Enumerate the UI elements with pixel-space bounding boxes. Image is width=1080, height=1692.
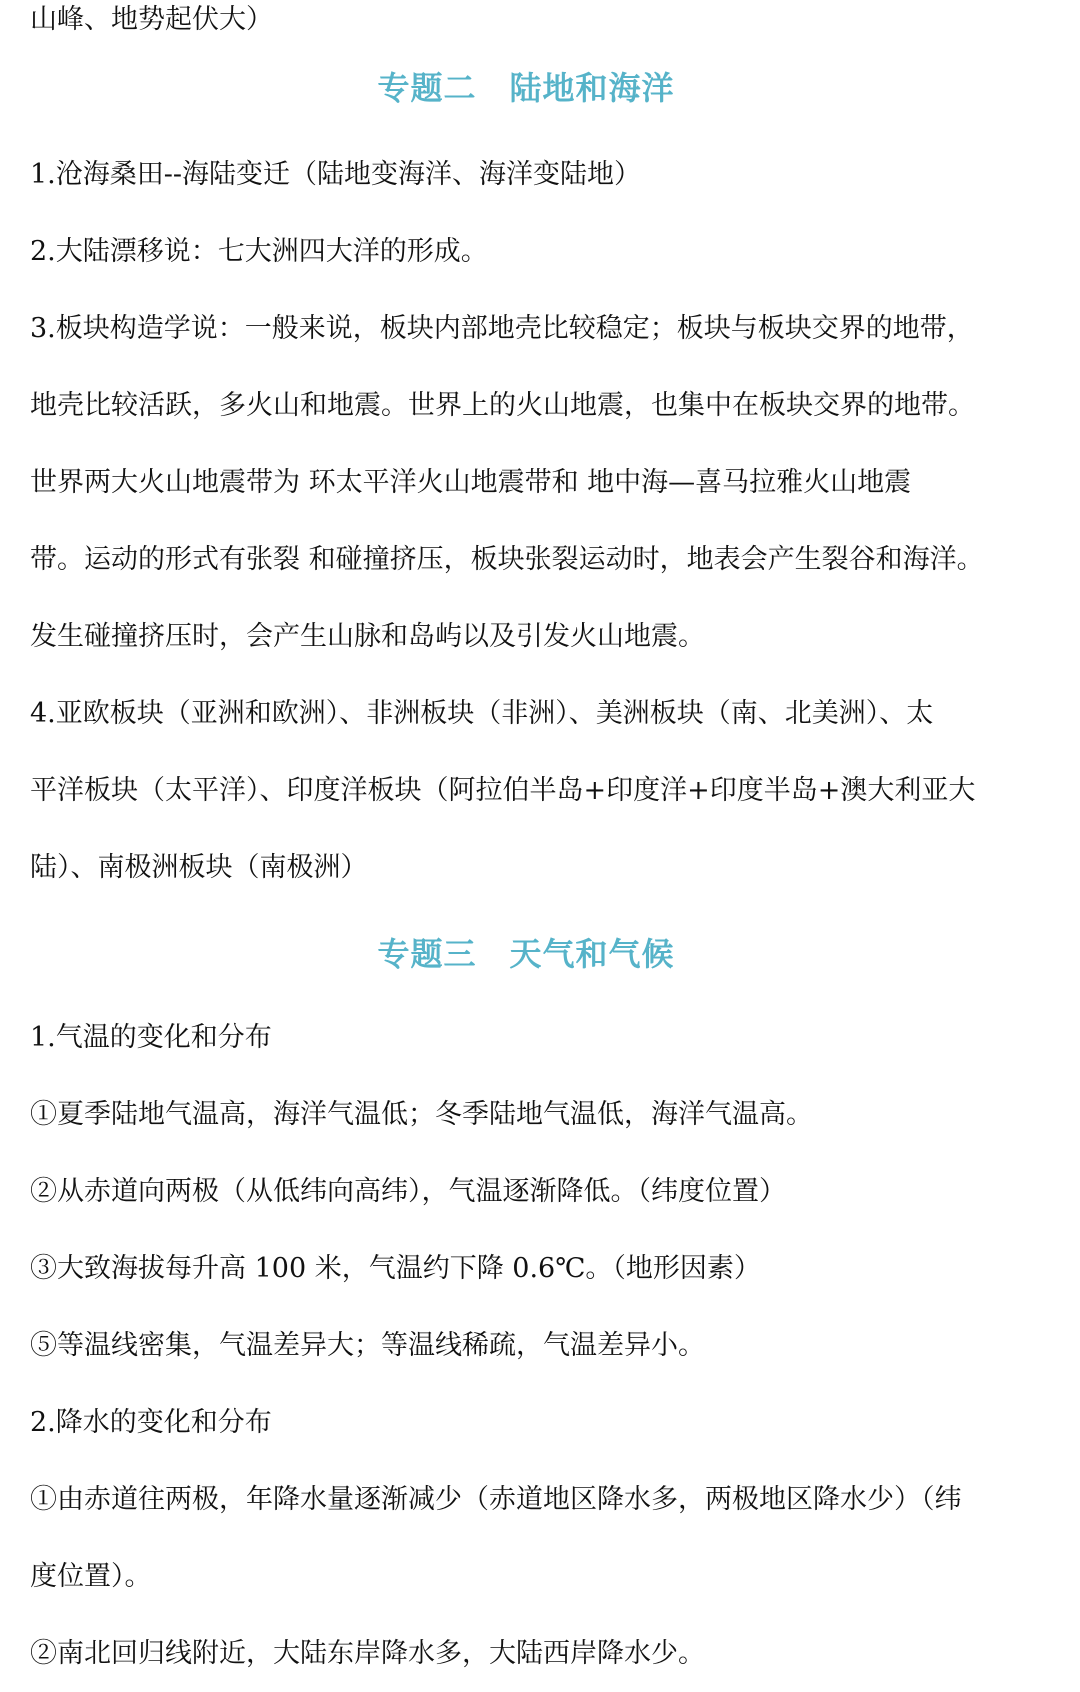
section-heading-3: 专题三 天气和气候 [377, 935, 675, 973]
text-line: ⑤等温线密集，气温差异大；等温线稀疏，气温差异小。 [30, 1330, 705, 1361]
text-line: 3.板块构造学说：一般来说，板块内部地壳比较稳定；板块与板块交界的地带， [30, 313, 974, 344]
text-line: 地壳比较活跃，多火山和地震。世界上的火山地震，也集中在板块交界的地带。 [30, 390, 975, 421]
text-line: 陆）、南极洲板块（南极洲） [30, 852, 368, 883]
text-line: ③大致海拔每升高 100 米，气温约下降 0.6℃。（地形因素） [30, 1253, 761, 1284]
text-line: ①夏季陆地气温高，海洋气温低；冬季陆地气温低，海洋气温高。 [30, 1099, 813, 1130]
text-line: 平洋板块（太平洋）、印度洋板块（阿拉伯半岛+印度洋+印度半岛+澳大利亚大 [30, 775, 976, 806]
text-line: ②南北回归线附近，大陆东岸降水多，大陆西岸降水少。 [30, 1638, 705, 1669]
text-line-continuation: 山峰、地势起伏大） [30, 4, 273, 35]
text-line: 2.降水的变化和分布 [30, 1407, 272, 1438]
text-line: 1.气温的变化和分布 [30, 1022, 272, 1053]
text-line: 世界两大火山地震带为 环太平洋火山地震带和 地中海—喜马拉雅火山地震 [30, 467, 912, 498]
text-line: 发生碰撞挤压时，会产生山脉和岛屿以及引发火山地震。 [30, 621, 705, 652]
text-line: ②从赤道向两极（从低纬向高纬），气温逐渐降低。（纬度位置） [30, 1176, 786, 1207]
text-line: 带。运动的形式有张裂 和碰撞挤压，板块张裂运动时，地表会产生裂谷和海洋。 [30, 544, 984, 575]
text-line: 度位置）。 [30, 1561, 152, 1592]
text-line: 4.亚欧板块（亚洲和欧洲）、非洲板块（非洲）、美洲板块（南、北美洲）、太 [30, 698, 934, 729]
text-line: ①由赤道往两极，年降水量逐渐减少（赤道地区降水多，两极地区降水少）（纬 [30, 1484, 962, 1515]
section-heading-2: 专题二 陆地和海洋 [377, 69, 675, 107]
text-line: 2.大陆漂移说：七大洲四大洋的形成。 [30, 236, 488, 267]
text-line: 1.沧海桑田--海陆变迁（陆地变海洋、海洋变陆地） [30, 159, 642, 190]
